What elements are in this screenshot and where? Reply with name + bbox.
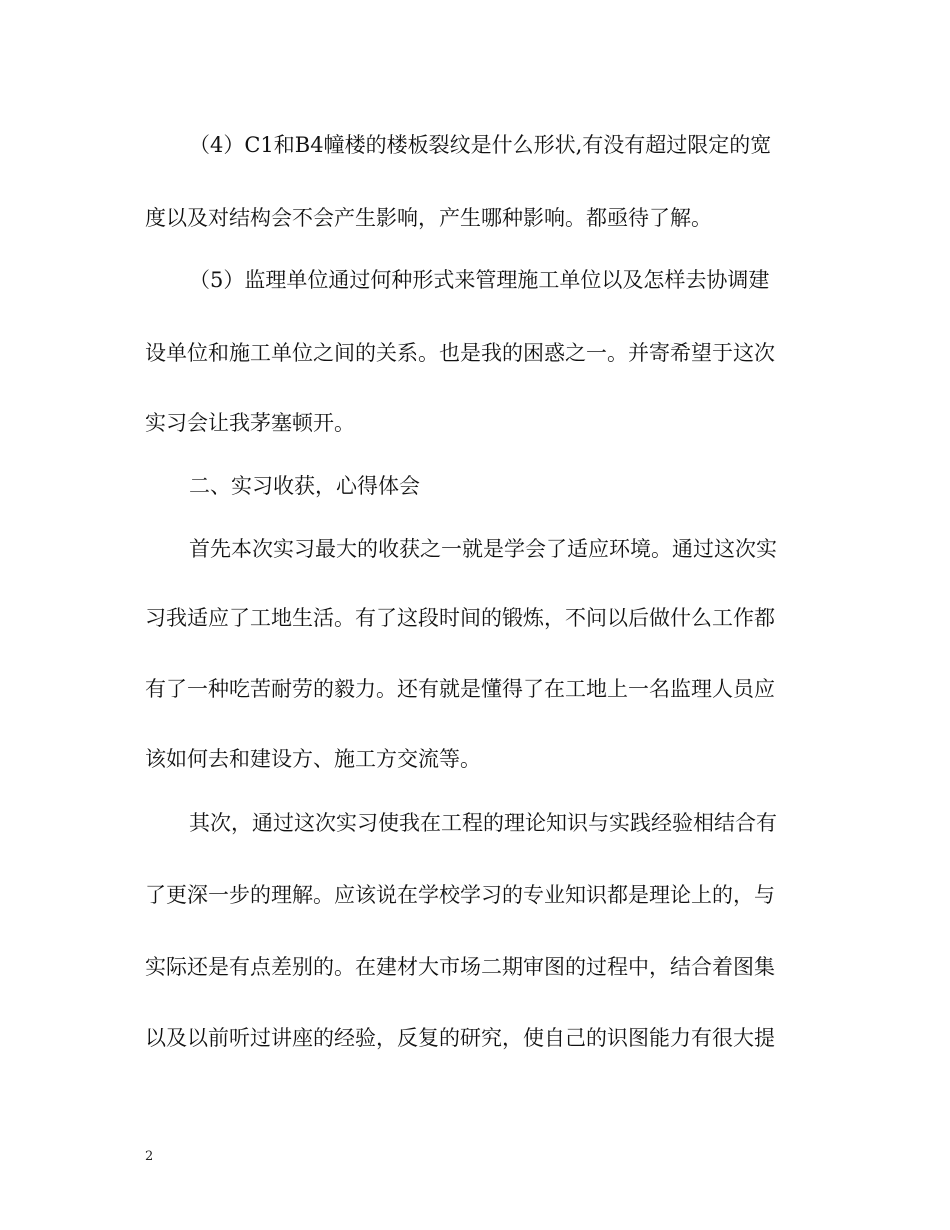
text-line: 度以及对结构会不会产生影响，产生哪种影响。都亟待了解。 [145, 206, 712, 230]
page-number: 2 [145, 1149, 154, 1164]
text-line: （5）监理单位通过何种形式来管理施工单位以及怎样去协调建 [189, 268, 770, 292]
text-line: （4）C1和B4幢楼的楼板裂纹是什么形状,有没有超过限定的宽 [189, 133, 772, 157]
text-line: 该如何去和建设方、施工方交流等。 [145, 747, 481, 771]
text-line: 有了一种吃苦耐劳的毅力。还有就是懂得了在工地上一名监理人员应 [145, 677, 775, 701]
text-line: 首先本次实习最大的收获之一就是学会了适应环境。通过这次实 [189, 537, 777, 561]
text-line: 习我适应了工地生活。有了这段时间的锻炼，不问以后做什么工作都 [145, 606, 775, 630]
text-line: 以及以前听过讲座的经验，反复的研究，使自己的识图能力有很大提 [145, 1026, 775, 1050]
section-heading: 二、实习收获，心得体会 [189, 474, 420, 498]
text-line: 了更深一步的理解。应该说在学校学习的专业知识都是理论上的，与 [145, 883, 775, 907]
text-line: 其次，通过这次实习使我在工程的理论知识与实践经验相结合有 [189, 811, 777, 835]
text-line: 设单位和施工单位之间的关系。也是我的困惑之一。并寄希望于这次 [145, 341, 775, 365]
text-line: 实际还是有点差别的。在建材大市场二期审图的过程中，结合着图集 [145, 955, 775, 979]
text-line: 实习会让我茅塞顿开。 [145, 411, 355, 435]
